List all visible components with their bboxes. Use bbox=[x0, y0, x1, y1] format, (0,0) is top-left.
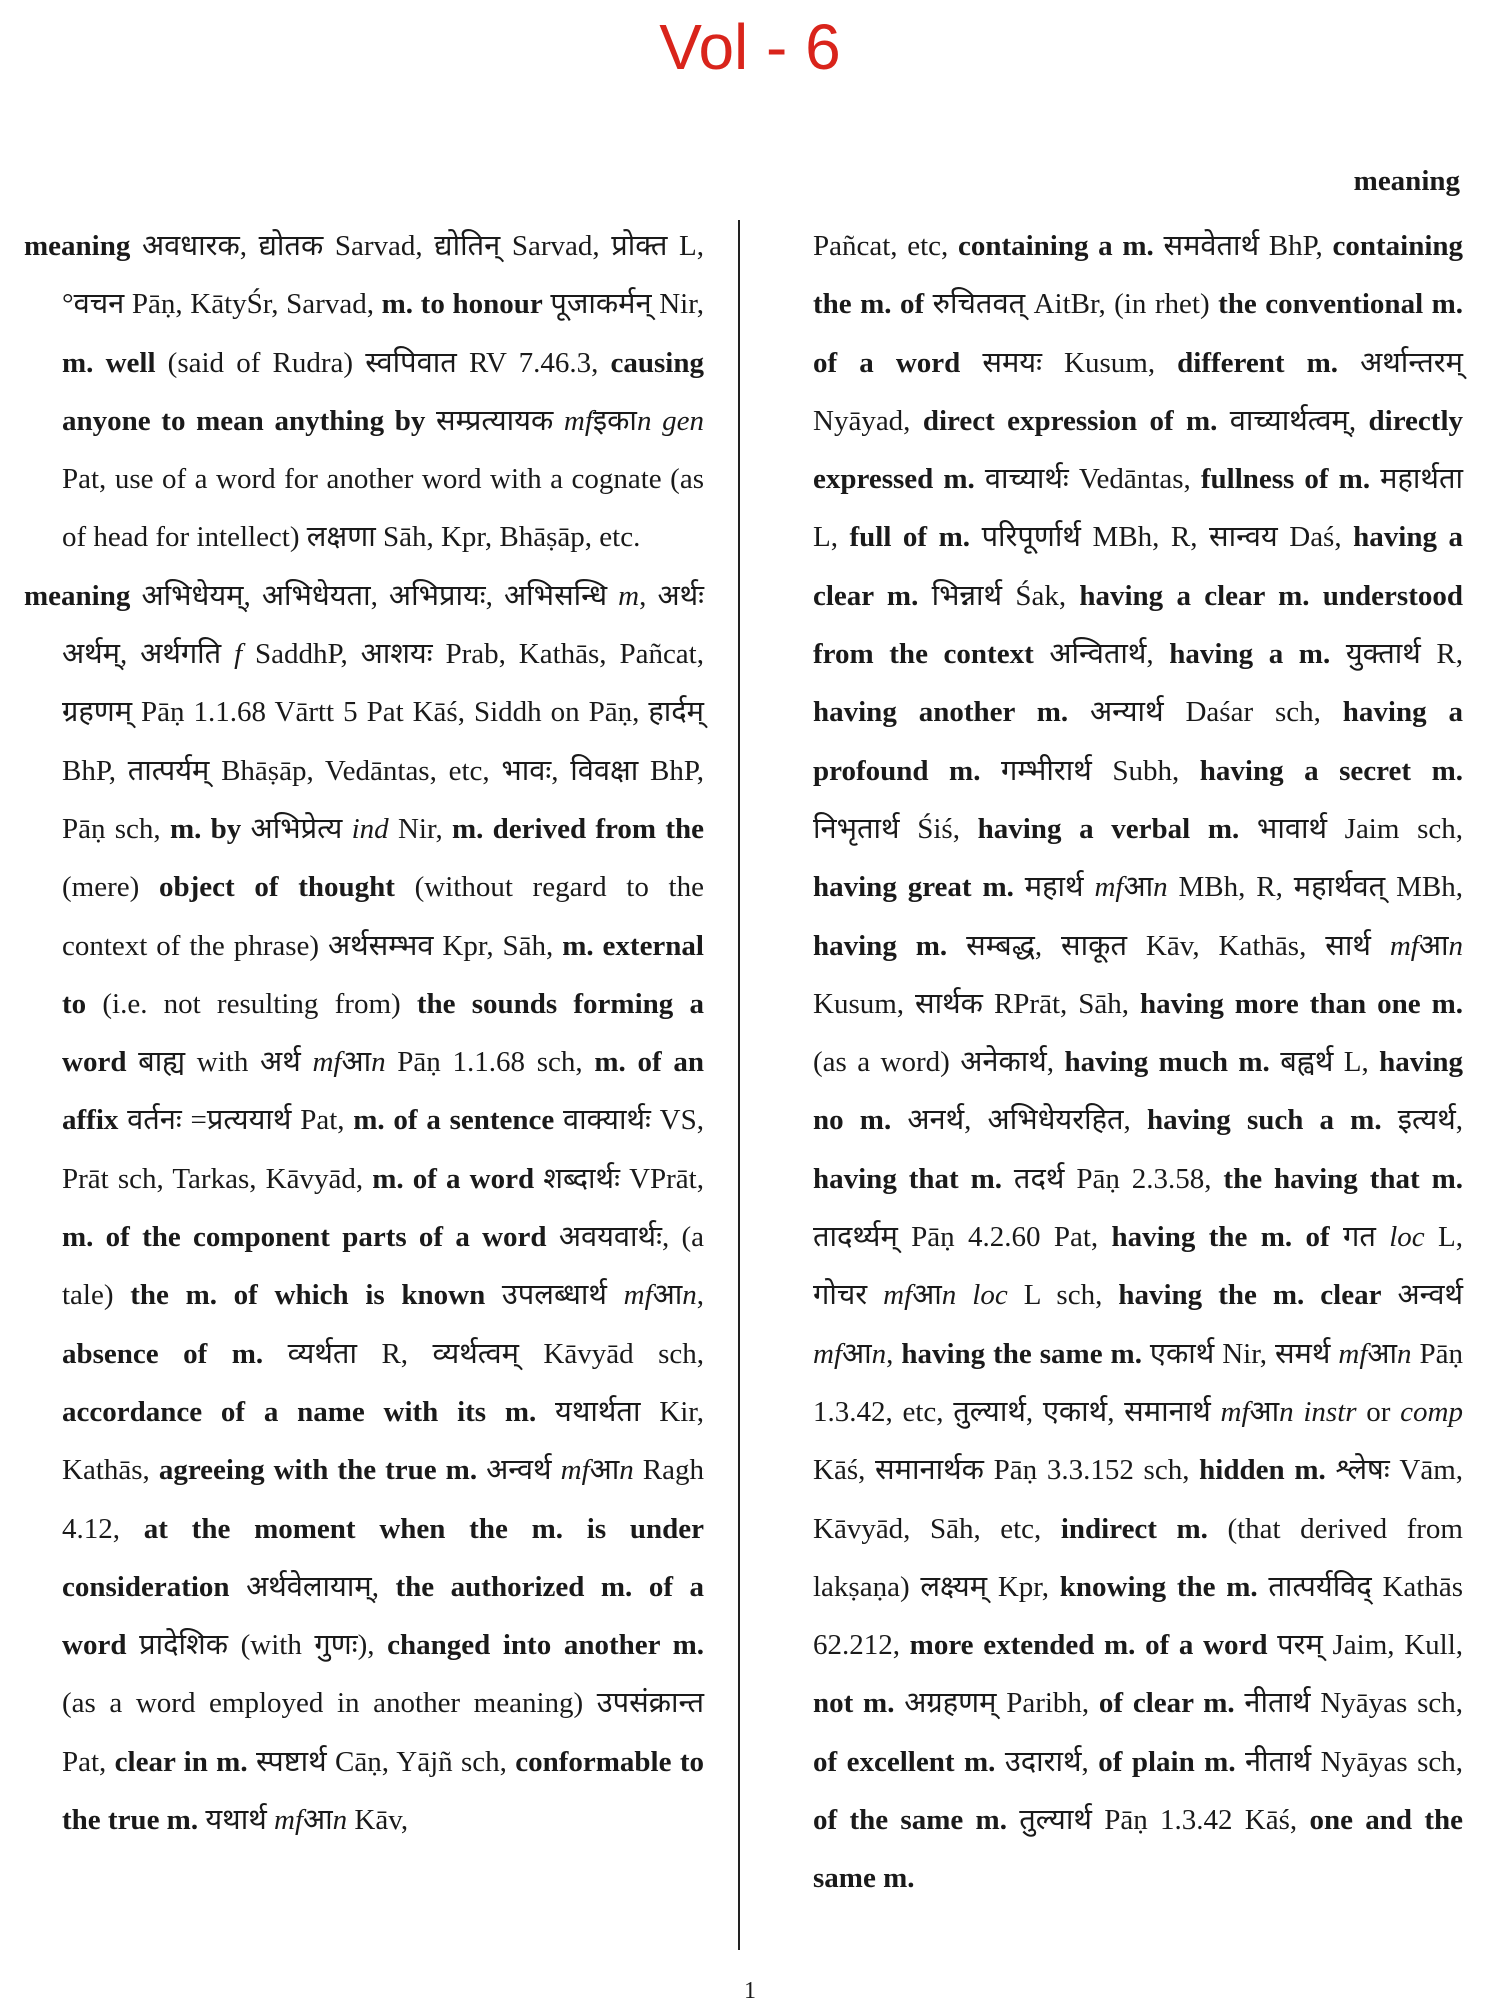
dictionary-entry: meaning अभिधेयम्, अभिधेयता, अभिप्रायः, अभिसन्धि m, अर्थः अर्थम्, अर्थगति f SaddhP, आशयः Prab, Kathās, Pañcat, ग्रहणम् Pāṇ 1.1.68 Vārtt 5 Pat Kāś, Siddh on Pāṇ, हार्दम् BhP, तात्पर्यम् Bhāṣāp, Vedāntas, etc, भावः, विवक्षा BhP, Pāṇ sch, m. by अभिप्रेत्य ind Nir, m. derived from the (mere) object of thought (without regard to the context of the phrase) अर्थसम्भव Kpr, Sāh, m. external to (i.e. not resulting from) the sounds forming a word बाह्य with अर्थ mfआn Pāṇ 1.1.68 sch, m. of an affix वर्तनः =प्रत्ययार्थ Pat, m. of a sentence वाक्यार्थः VS, Prāt sch, Tarkas, Kāvyād, m. of a word शब्दार्थः VPrāt, m. of the component parts of a word अवयवार्थः, (a tale) the m. of which is known उपलब्धार्थ mfआn, absence of m. व्यर्थता R, व्यर्थत्वम् Kāvyād sch, accordance of a name with its m. यथार्थता Kir, Kathās, agreeing with the true m. अन्वर्थ mfआn Ragh 4.12, at the moment when the m. is under consideration अर्थवेलायाम्, the authorized m. of a word प्रादेशिक (with गुणः), changed into another m. (as a word employed in another meaning) उपसंक्रान्त Pat, clear in m. स्पष्टार्थ Cāṇ, Yājñ sch, conformable to the true m. यथार्थ mfआn Kāv, bbox=[24, 579, 705, 1837]
dictionary-entry-continued: Pañcat, etc, containing a m. समवेतार्थ BhP, containing the m. of रुचितवत् AitBr, (in rhet) the conventional m. of a word समयः Kusum, different m. अर्थान्तरम् Nyāyad, direct expression of m. वाच्यार्थत्वम्, directly expressed m. वाच्यार्थः Vedāntas, fullness of m. महार्थता L, full of m. परिपूर्णार्थ MBh, R, सान्वय Daś, having a clear m. भिन्नार्थ Śak, having a clear m. understood from the context अन्वितार्थ, having a m. युक्तार्थ R, having another m. अन्यार्थ Daśar sch, having a profound m. गम्भीरार्थ Subh, having a secret m. निभृतार्थ Śiś, having a verbal m. भावार्थ Jaim sch, having great m. महार्थ mfआn MBh, R, महार्थवत् MBh, having m. सम्बद्ध, साकूत Kāv, Kathās, सार्थ mfआn Kusum, सार्थक RPrāt, Sāh, having more than one m. (as a word) अनेकार्थ, having much m. बह्वर्थ L, having no m. अनर्थ, अभिधेयरहित, having such a m. इत्यर्थ, having that m. तदर्थ Pāṇ 2.3.58, the having that m. तादर्थ्यम् Pāṇ 4.2.60 Pat, having the m. of गत loc L, गोचर mfआn loc L sch, having the m. clear अन्वर्थ mfआn, having the same m. एकार्थ Nir, समर्थ mfआn Pāṇ 1.3.42, etc, तुल्यार्थ, एकार्थ, समानार्थ mfआn instr or comp Kāś, समानार्थक Pāṇ 3.3.152 sch, hidden m. श्लेषः Vām, Kāvyād, Sāh, etc, indirect m. (that derived from lakṣaṇa) लक्ष्यम् Kpr, knowing the m. तात्पर्यविद् Kathās 62.212, more extended m. of a word परम् Jaim, Kull, not m. अग्रहणम् Paribh, of clear m. नीतार्थ Nyāyas sch, of excellent m. उदारार्थ, of plain m. नीतार्थ Nyāyas sch, of the same m. तुल्यार्थ Pāṇ 1.3.42 Kāś, one and the same m. bbox=[813, 230, 1464, 1895]
volume-title: Vol - 6 bbox=[659, 11, 841, 83]
dictionary-entry: meaning अवधारक, द्योतक Sarvad, द्योतिन् Sarvad, प्रोक्त L, °वचन Pāṇ, KātyŚr, Sarvad, m. to honour पूजाकर्मन् Nir, m. well (said of Rudra) स्वपिवात RV 7.46.3, causing anyone to mean anything by सम्प्रत्यायक mfइकाn gen Pat, use of a word for another word with a cognate (as of head for intellect) लक्षणा Sāh, Kpr, Bhāṣāp, etc. bbox=[24, 230, 704, 554]
right-column bbox=[813, 217, 1463, 1908]
column-divider bbox=[738, 220, 740, 1950]
left-column bbox=[24, 217, 704, 1849]
running-head: meaning bbox=[1353, 165, 1460, 197]
page-number: 1 bbox=[744, 1978, 756, 2004]
